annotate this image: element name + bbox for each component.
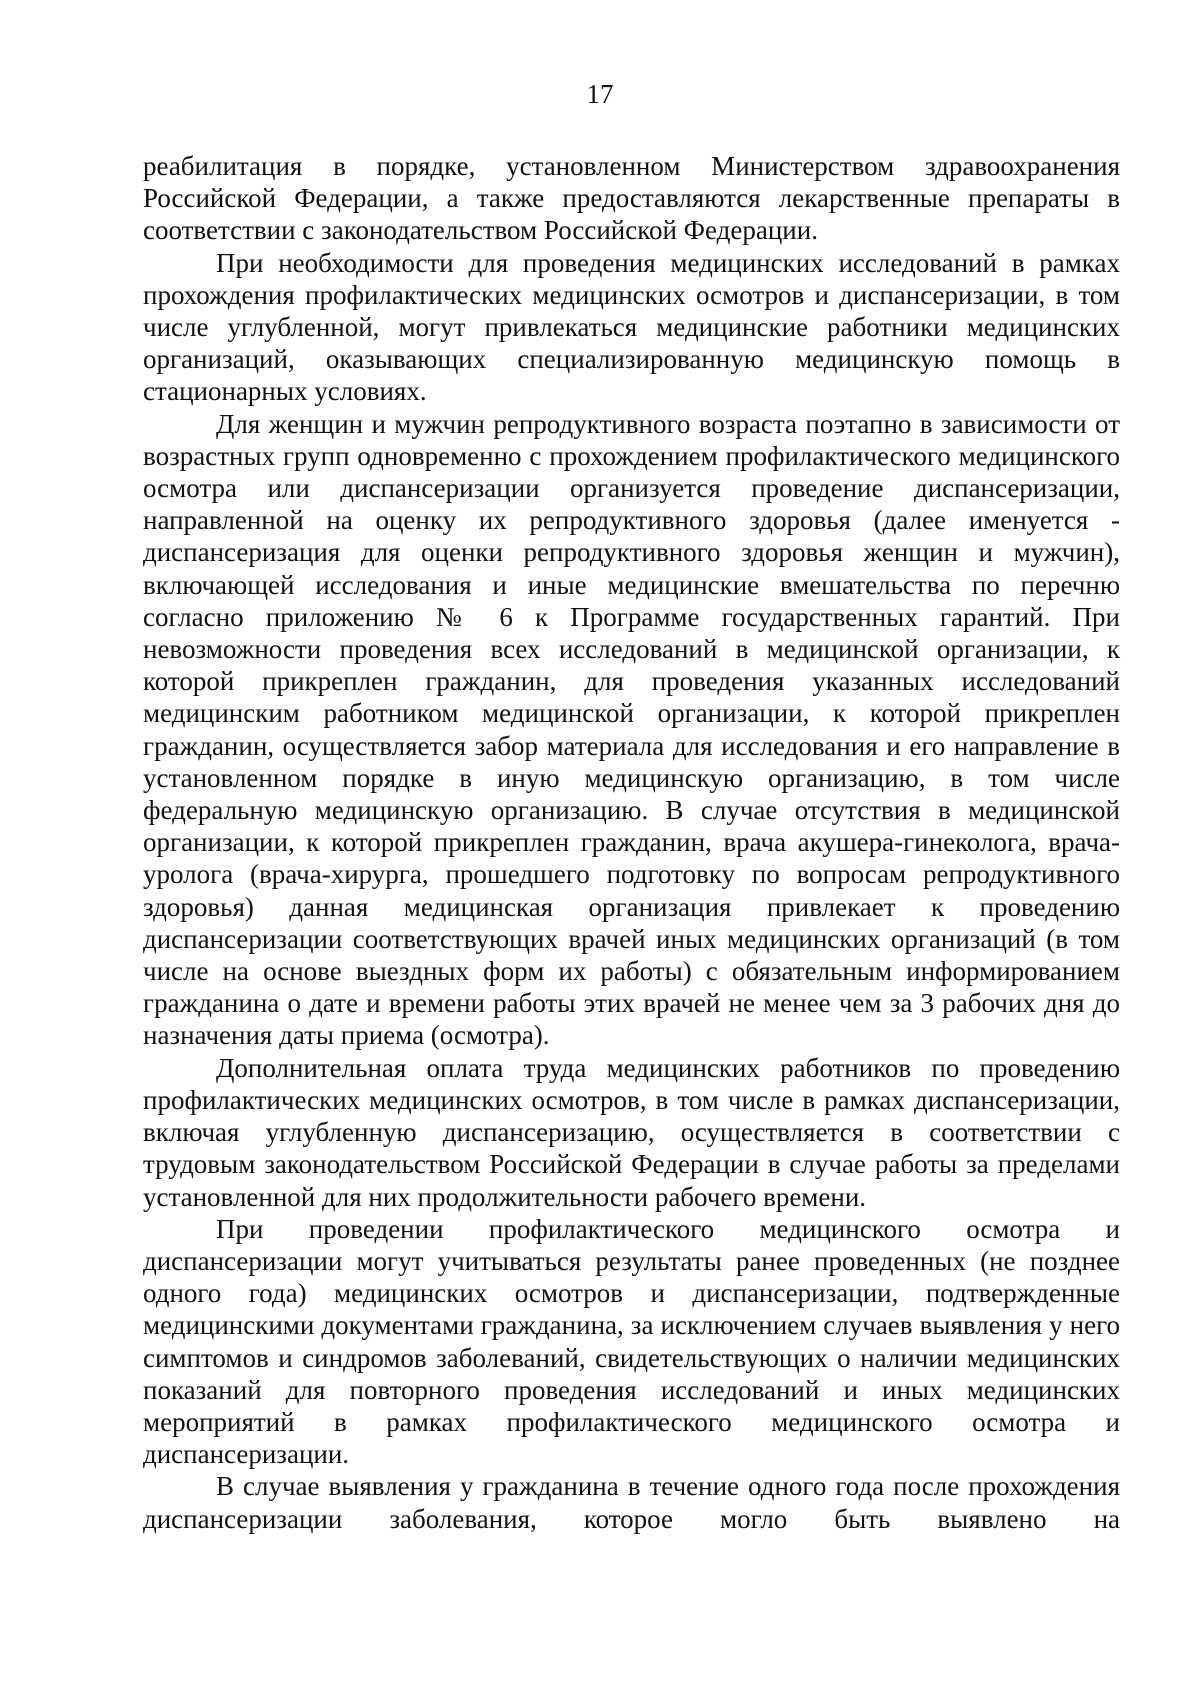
paragraph: Дополнительная оплата труда медицинских работников по проведению профилактических медицинских осмотров, в том числе в рамках диспансеризации, включая углубленную диспансеризацию, осуществляется в соответствии с трудовым законодательством Российской Федерации в случае работы за пределами установленной для них продолжительности рабочего времени. [143,1052,1120,1212]
paragraph: В случае выявления у гражданина в течение одного года после прохождения диспансеризации заболевания, которое могло быть выявлено на [143,1471,1120,1534]
paragraph: При необходимости для проведения медицинских исследований в рамках прохождения профилактических медицинских осмотров и диспансеризации, в том числе углубленной, могут привлекаться медицинские работники медицинских организаций, оказывающих специализированную медицинскую помощь в стационарных условиях. [143,247,1120,407]
paragraph: реабилитация в порядке, установленном Министерством здравоохранения Российской Федерации, а также предоставляются лекарственные препараты в соответствии с законодательством Российской Федерации. [143,151,1120,246]
page-number: 17 [586,79,614,109]
document-body [143,150,1120,1535]
paragraph: При проведении профилактического медицинского осмотра и диспансеризации могут учитываться результаты ранее проведенных (не позднее одного года) медицинских осмотров и диспансеризации, подтвержденные медицинскими документами гражданина, за исключением случаев выявления у него симптомов и синдромов заболеваний, свидетельствующих о наличии медицинских показаний для повторного проведения исследований и иных медицинских мероприятий в рамках профилактического медицинского осмотра и диспансеризации. [143,1213,1120,1470]
paragraph: Для женщин и мужчин репродуктивного возраста поэтапно в зависимости от возрастных групп одновременно с прохождением профилактического медицинского осмотра или диспансеризации организуется проведение диспансеризации, направленной на оценку их репродуктивного здоровья (далее именуется - диспансеризация для оценки репродуктивного здоровья женщин и мужчин), включающей исследования и иные медицинские вмешательства по перечню согласно приложению № 6 к Программе государственных гарантий. При невозможности проведения всех исследований в медицинской организации, к которой прикреплен гражданин, для проведения указанных исследований медицинским работником медицинской организации, к которой прикреплен гражданин, осуществляется забор материала для исследования и его направление в установленном порядке в иную медицинскую организацию, в том числе федеральную медицинскую организацию. В случае отсутствия в медицинской организации, к которой прикреплен гражданин, врача акушера-гинеколога, врача-уролога (врача-хирурга, прошедшего подготовку по вопросам репродуктивного здоровья) данная медицинская организация привлекает к проведению диспансеризации соответствующих врачей иных медицинских организаций (в том числе на основе выездных форм их работы) с обязательным информированием гражданина о дате и времени работы этих врачей не менее чем за 3 рабочих дня до назначения даты приема (осмотра). [143,408,1120,1051]
